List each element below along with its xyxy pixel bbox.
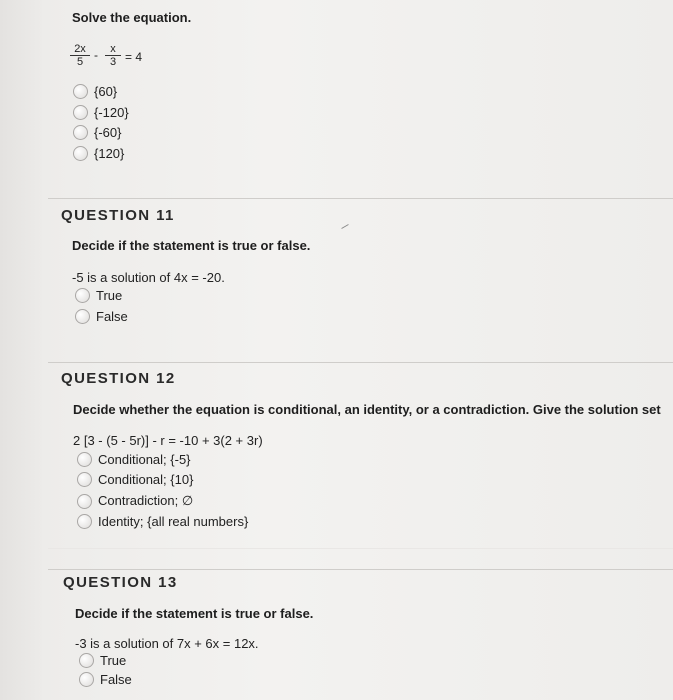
option-label: True (100, 653, 127, 668)
section-divider (48, 362, 673, 363)
radio-button[interactable] (73, 125, 88, 140)
q13-option-false[interactable] (79, 672, 132, 687)
radio-button[interactable] (73, 84, 88, 99)
option-label: Identity; {all real numbers} (98, 514, 249, 529)
option-label: Conditional; {-5} (98, 452, 191, 467)
q10-fraction-1-denominator: 5 (76, 56, 84, 68)
option-label: {-60} (94, 125, 122, 140)
q11-statement: -5 is a solution of 4x = -20. (72, 270, 225, 285)
page-shadow (0, 0, 42, 700)
q10-instruction: Solve the equation. (72, 10, 192, 25)
q10-option-3[interactable] (73, 125, 121, 140)
q10-option-1[interactable] (73, 84, 117, 99)
q11-title: QUESTION 11 (61, 207, 175, 224)
q12-title: QUESTION 12 (61, 370, 176, 387)
q12-option-3[interactable] (77, 493, 193, 509)
q10-fraction-1 (70, 43, 90, 68)
option-label: True (96, 288, 123, 303)
q10-minus-sign: - (94, 48, 98, 62)
radio-button[interactable] (79, 672, 94, 687)
q10-fraction-1-numerator: 2x (70, 43, 90, 56)
q10-equation-rhs: = 4 (125, 50, 143, 64)
q13-option-true[interactable] (79, 653, 126, 668)
radio-button[interactable] (79, 653, 94, 668)
q11-option-true[interactable] (75, 288, 122, 303)
pen-mark (341, 224, 348, 229)
q13-title: QUESTION 13 (63, 574, 178, 591)
section-divider (48, 569, 673, 570)
option-label: Contradiction; ∅ (98, 493, 194, 508)
section-divider (48, 198, 673, 199)
q11-option-false[interactable] (75, 309, 128, 324)
radio-button[interactable] (77, 494, 92, 509)
q10-fraction-2-denominator: 3 (109, 56, 117, 68)
radio-button[interactable] (77, 514, 92, 529)
option-label: {-120} (94, 105, 129, 120)
q10-option-2[interactable] (73, 105, 129, 120)
radio-button[interactable] (77, 452, 92, 467)
q10-option-4[interactable] (73, 146, 124, 161)
q10-fraction-2 (105, 43, 121, 68)
q11-instruction: Decide if the statement is true or false. (72, 238, 311, 253)
option-label: {60} (94, 84, 118, 99)
q12-equation: 2 [3 - (5 - 5r)] - r = -10 + 3(2 + 3r) (73, 433, 263, 448)
q12-option-4[interactable] (77, 514, 248, 529)
option-label: {120} (94, 146, 125, 161)
q12-option-2[interactable] (77, 472, 193, 487)
q13-statement: -3 is a solution of 7x + 6x = 12x. (75, 636, 259, 651)
q12-instruction: Decide whether the equation is conditional, an identity, or a contradiction. Give the solution set (73, 402, 661, 417)
section-divider (48, 548, 673, 549)
radio-button[interactable] (75, 288, 90, 303)
q12-option-1[interactable] (77, 452, 191, 467)
radio-button[interactable] (73, 105, 88, 120)
q13-instruction: Decide if the statement is true or false. (75, 606, 314, 621)
radio-button[interactable] (77, 472, 92, 487)
option-label: Conditional; {10} (98, 472, 194, 487)
option-label: False (96, 309, 128, 324)
option-label: False (100, 672, 132, 687)
radio-button[interactable] (75, 309, 90, 324)
radio-button[interactable] (73, 146, 88, 161)
q10-fraction-2-numerator: x (105, 43, 121, 56)
